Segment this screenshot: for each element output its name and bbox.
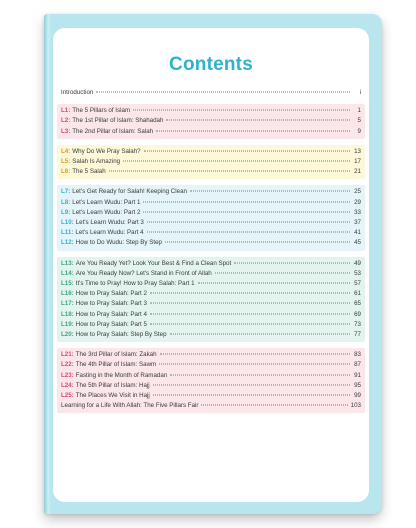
lesson-code: L6: [61,168,71,176]
dot-leader [170,374,350,375]
lesson-code: L12: [61,239,74,247]
dot-leader [198,283,350,284]
toc-page-number: 77 [354,331,361,339]
toc-row [61,116,361,126]
lesson-code: L21: [61,351,74,359]
toc-sections [57,104,365,413]
toc-entry-text: Let's Get Ready for Salah! Keeping Clean [72,188,187,196]
toc-page-number: 13 [354,147,361,155]
toc-page-number: 33 [354,208,361,216]
toc-page-number: 9 [357,127,361,135]
toc-entry-text: Are You Ready Yet? Look Your Best & Find a Clean Spot [75,259,232,267]
toc-page-number: 53 [354,269,361,277]
lesson-code: L11: [61,229,74,237]
book-spine [44,14,51,514]
dot-leader [150,303,350,304]
dot-leader [147,222,350,223]
lesson-code: L4: [61,147,71,155]
dot-leader [160,354,350,355]
toc-row [61,157,361,167]
toc-row [61,269,361,279]
toc-row [61,391,361,401]
toc-page-number: 103 [350,402,361,410]
dot-leader [234,262,350,263]
lesson-code: L16: [61,290,74,298]
lesson-code: L5: [61,158,71,166]
toc-section-1 [57,104,365,139]
toc-entry-text: How to Pray Salah: Part 3 [75,300,147,308]
toc-entry-text: Let's Learn Wudu: Part 4 [75,229,144,237]
dot-leader [147,232,350,233]
toc-section-4 [57,257,365,343]
toc-page-number: 73 [354,320,361,328]
toc-page-number: 21 [354,168,361,176]
dot-leader [109,171,350,172]
toc-row [61,208,361,218]
toc-page-number: 95 [354,381,361,389]
contents-page [53,28,369,502]
toc-page-number: i [359,89,361,96]
toc-page-number: 5 [357,117,361,125]
dot-leader [123,161,350,162]
toc-section-5 [57,348,365,413]
lesson-code: L19: [61,320,74,328]
toc-entry-text: It's Time to Pray! How to Pray Salah: Part 1 [75,280,195,288]
toc-row [61,147,361,157]
toc-page-number: 49 [354,259,361,267]
lesson-code: L17: [61,300,74,308]
dot-leader [156,130,350,131]
lesson-code: L2: [61,117,71,125]
toc-row [61,198,361,208]
toc-entry-text: Fasting in the Month of Ramadan [75,371,168,379]
toc-page-number: 1 [357,107,361,115]
lesson-code: L24: [61,381,74,389]
toc-row [61,187,361,197]
dot-leader [143,201,350,202]
toc-row [61,127,361,137]
toc-page-number: 87 [354,361,361,369]
toc-row [61,259,361,269]
toc-row [61,106,361,116]
lesson-code: L22: [61,361,74,369]
toc-page-number: 83 [354,351,361,359]
lesson-code: L13: [61,259,74,267]
lesson-code: L9: [61,208,71,216]
page-title: Contents [169,54,253,75]
dot-leader [96,92,350,93]
dot-leader [215,272,350,273]
toc-page-number: 65 [354,300,361,308]
lesson-code: L10: [61,219,74,227]
toc-entry-text: Are You Ready Now? Let's Stand in Front of Allah [75,269,212,277]
toc-entry-text: The 5 Salah [72,168,106,176]
toc-page-number: 99 [354,392,361,400]
toc-entry-text: How to Pray Salah: Part 2 [75,290,147,298]
toc-entry-text: Let's Learn Wudu: Part 3 [75,219,144,227]
toc-row [61,320,361,330]
dot-leader [133,110,350,111]
toc-section-3 [57,185,365,250]
book-cover [44,14,382,514]
lesson-code: L1: [61,107,71,115]
toc-entry-text: The 5 Pillars of Islam [72,107,131,115]
toc-page-number: 29 [354,198,361,206]
lesson-code: L3: [61,127,71,135]
toc-page-number: 91 [354,371,361,379]
lesson-code: L25: [61,392,74,400]
lesson-code: L8: [61,198,71,206]
toc-row [61,350,361,360]
toc-entry-text: The 3rd Pillar of Islam: Zakah [75,351,157,359]
toc-row [61,371,361,381]
toc-page-number: 45 [354,239,361,247]
toc-entry-text: Introduction [61,89,94,96]
toc-row [61,330,361,340]
toc-entry-text: Let's Learn Wudu: Part 2 [72,208,141,216]
lesson-code: L20: [61,331,74,339]
toc-section-2 [57,145,365,180]
dot-leader [144,150,350,151]
toc-page-number: 37 [354,219,361,227]
dot-leader [170,334,350,335]
lesson-code: L7: [61,188,71,196]
toc-page-number: 17 [354,158,361,166]
toc-row [61,360,361,370]
toc-entry-text: How to Pray Salah: Part 5 [75,320,147,328]
dot-leader [166,120,350,121]
toc-entry-text: The 4th Pillar of Islam: Sawm [75,361,157,369]
toc-entry-text: How to Do Wudu: Step By Step [75,239,162,247]
toc-entry-text: How to Pray Salah: Step By Step [75,331,167,339]
dot-leader [190,191,350,192]
toc-row [61,167,361,177]
lesson-code: L23: [61,371,74,379]
toc-page-number: 61 [354,290,361,298]
toc-entry-text: Salah Is Amazing [72,158,121,166]
lesson-code: L18: [61,310,74,318]
intro-section [57,88,365,98]
dot-leader [150,313,350,314]
dot-leader [201,405,347,406]
toc-page-number: 69 [354,310,361,318]
toc-entry-text: How to Pray Salah: Part 4 [75,310,147,318]
toc-entry-text: Learning for a Life With Allah: The Five Pillars Fair [61,402,199,410]
dot-leader [165,242,350,243]
toc-entry-text: The 1st Pillar of Islam: Shahadah [72,117,164,125]
toc-row [61,218,361,228]
toc-entry-text: The 5th Pillar of Islam: Hajj [75,381,150,389]
dot-leader [153,395,350,396]
dot-leader [143,211,350,212]
toc-page-number: 41 [354,229,361,237]
toc-row [61,238,361,248]
toc-row [61,279,361,289]
toc-entry-text: Why Do We Pray Salah? [72,147,141,155]
toc-page-number: 25 [354,188,361,196]
toc-row [61,310,361,320]
dot-leader [150,323,350,324]
dot-leader [159,364,350,365]
toc-entry-text: The Places We Visit in Hajj [75,392,150,400]
toc-row [61,381,361,391]
toc-row-introduction [61,88,361,98]
lesson-code: L15: [61,280,74,288]
dot-leader [153,384,350,385]
dot-leader [150,293,350,294]
lesson-code: L14: [61,269,74,277]
toc-row [61,299,361,309]
toc-row [61,228,361,238]
toc-entry-text: Let's Learn Wudu: Part 1 [72,198,141,206]
toc-entry-text: The 2nd Pillar of Islam: Salah [72,127,154,135]
toc-row [61,289,361,299]
toc-page-number: 57 [354,280,361,288]
toc-row [61,401,361,411]
